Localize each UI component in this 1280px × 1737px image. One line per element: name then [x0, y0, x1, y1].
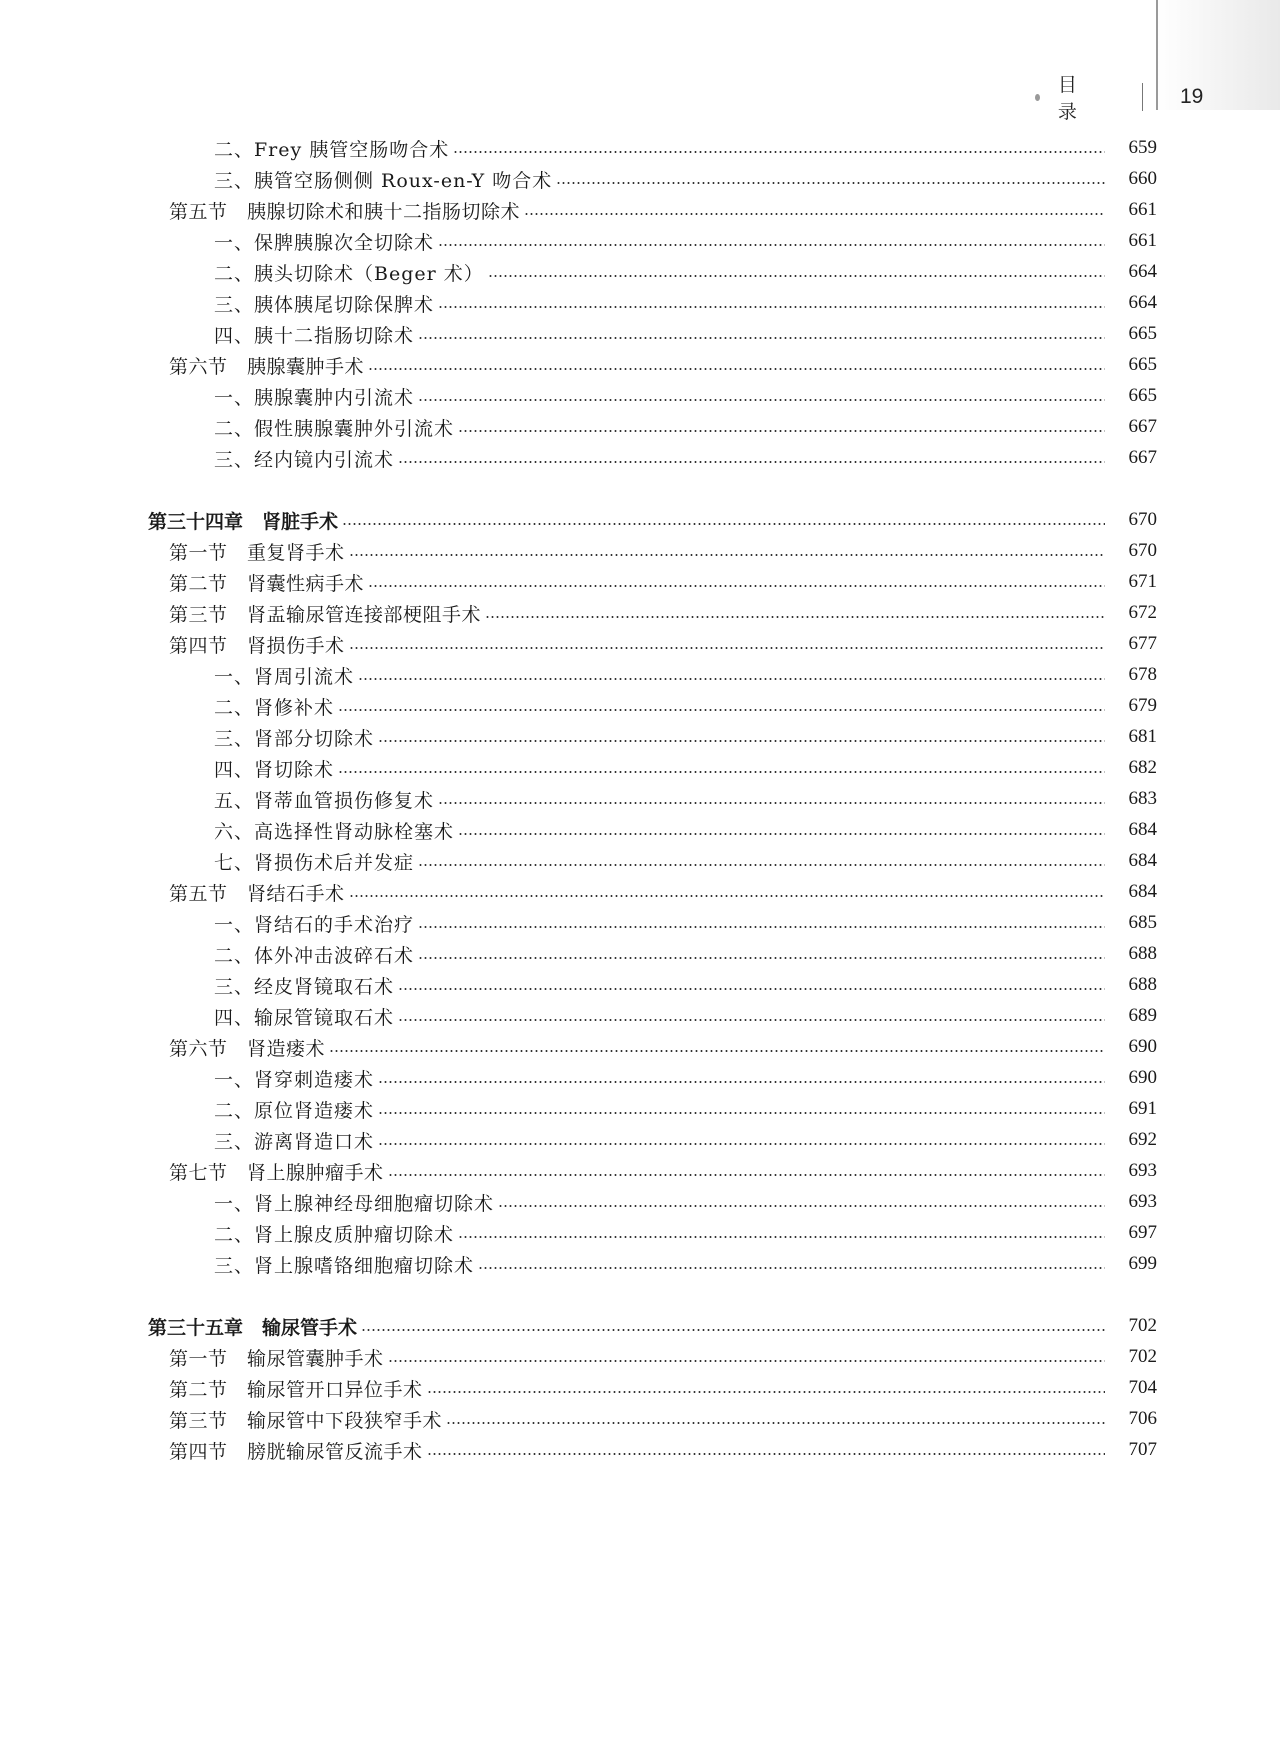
- toc-section-row[interactable]: [0, 1030, 1280, 1064]
- toc-item-row[interactable]: [0, 286, 1280, 320]
- dot-leader: [458, 833, 1105, 835]
- dot-leader: [329, 1050, 1105, 1052]
- toc-entry-label: 三、胰管空肠侧侧 Roux-en-Y 吻合术: [214, 169, 553, 192]
- toc-entry-page: 706: [1128, 1408, 1157, 1429]
- toc-entry-label: 一、肾穿刺造瘘术: [214, 1068, 375, 1091]
- toc-entry-page: 690: [1128, 1067, 1157, 1088]
- toc-entry-page: 661: [1128, 199, 1157, 220]
- toc-entry-page: 665: [1128, 323, 1157, 344]
- toc-entry-label: 七、肾损伤术后并发症: [214, 851, 415, 874]
- toc-entry-page: 660: [1128, 168, 1157, 189]
- toc-section-row[interactable]: [0, 1402, 1280, 1436]
- dot-leader: [488, 275, 1105, 277]
- toc-entry-page: 693: [1128, 1191, 1157, 1212]
- dot-leader: [398, 988, 1105, 990]
- toc-item-row[interactable]: [0, 999, 1280, 1033]
- toc-entry-label: 二、假性胰腺囊肿外引流术: [214, 417, 455, 440]
- toc-section-row[interactable]: [0, 534, 1280, 568]
- toc-item-row[interactable]: [0, 906, 1280, 940]
- bullet-dot-icon: [1035, 94, 1040, 101]
- dot-leader: [418, 926, 1105, 928]
- dot-leader: [378, 1112, 1105, 1114]
- toc-item-row[interactable]: [0, 131, 1280, 165]
- toc-entry-page: 679: [1128, 695, 1157, 716]
- toc-item-row[interactable]: [0, 968, 1280, 1002]
- toc-item-row[interactable]: [0, 317, 1280, 351]
- toc-entry-page: 678: [1128, 664, 1157, 685]
- toc-item-row[interactable]: [0, 162, 1280, 196]
- toc-entry-page: 697: [1128, 1222, 1157, 1243]
- toc-entry-label: 第二节 肾囊性病手术: [169, 572, 365, 595]
- dot-leader: [438, 244, 1105, 246]
- page-number: 19: [1180, 85, 1204, 108]
- toc-entry-page: 664: [1128, 261, 1157, 282]
- running-header: [1035, 74, 1155, 123]
- dot-leader: [378, 1143, 1105, 1145]
- toc-entry-label: 第三节 输尿管中下段狭窄手术: [169, 1409, 443, 1432]
- toc-section-row[interactable]: [0, 1371, 1280, 1405]
- toc-entry-page: 702: [1128, 1346, 1157, 1367]
- toc-entry-label: 二、肾上腺皮质肿瘤切除术: [214, 1223, 455, 1246]
- toc-entry-label: 二、原位肾造瘘术: [214, 1099, 375, 1122]
- toc-entry-label: 一、保脾胰腺次全切除术: [214, 231, 435, 254]
- toc-entry-label: 第三十五章 输尿管手术: [148, 1316, 358, 1339]
- dot-leader: [338, 771, 1105, 773]
- toc-item-row[interactable]: [0, 1247, 1280, 1281]
- toc-entry-page: 677: [1128, 633, 1157, 654]
- dot-leader: [418, 337, 1105, 339]
- toc-entry-page: 685: [1128, 912, 1157, 933]
- toc-item-row[interactable]: [0, 782, 1280, 816]
- toc-entry-page: 664: [1128, 292, 1157, 313]
- toc-entry-page: 671: [1128, 571, 1157, 592]
- header-divider: [1142, 83, 1143, 111]
- toc-entry-page: 659: [1128, 137, 1157, 158]
- toc-item-row[interactable]: [0, 1061, 1280, 1095]
- toc-entry-page: 670: [1128, 509, 1157, 530]
- dot-leader: [458, 1236, 1105, 1238]
- toc-chapter-row[interactable]: [0, 503, 1280, 537]
- dot-leader: [446, 1422, 1105, 1424]
- toc-entry-label: 第二节 输尿管开口异位手术: [169, 1378, 423, 1401]
- toc-entry-label: 第五节 肾结石手术: [169, 882, 345, 905]
- toc-entry-label: 第七节 肾上腺肿瘤手术: [169, 1161, 384, 1184]
- toc-entry-page: 681: [1128, 726, 1157, 747]
- toc-entry-page: 690: [1128, 1036, 1157, 1057]
- dot-leader: [349, 647, 1105, 649]
- toc-section-row[interactable]: [0, 565, 1280, 599]
- dot-leader: [438, 306, 1105, 308]
- toc-entry-page: 691: [1128, 1098, 1157, 1119]
- dot-leader: [427, 1391, 1105, 1393]
- toc-entry-label: 五、肾蒂血管损伤修复术: [214, 789, 435, 812]
- toc-entry-label: 第六节 肾造瘘术: [169, 1037, 326, 1060]
- toc-item-row[interactable]: [0, 720, 1280, 754]
- toc-entry-page: 692: [1128, 1129, 1157, 1150]
- toc-entry-label: 六、高选择性肾动脉栓塞术: [214, 820, 455, 843]
- dot-leader: [349, 895, 1105, 897]
- dot-leader: [498, 1205, 1105, 1207]
- toc-section-row[interactable]: [0, 348, 1280, 382]
- toc-item-row[interactable]: [0, 689, 1280, 723]
- toc-item-row[interactable]: [0, 937, 1280, 971]
- toc-entry-page: 684: [1128, 850, 1157, 871]
- dot-leader: [556, 182, 1105, 184]
- toc-entry-label: 第三十四章 肾脏手术: [148, 510, 339, 533]
- toc-entry-label: 三、肾上腺嗜铬细胞瘤切除术: [214, 1254, 475, 1277]
- toc-entry-page: 704: [1128, 1377, 1157, 1398]
- toc-entry-page: 688: [1128, 974, 1157, 995]
- header-title: 目 录: [1057, 74, 1103, 123]
- toc-entry-label: 二、体外冲击波碎石术: [214, 944, 415, 967]
- toc-entry-label: 四、肾切除术: [214, 758, 335, 781]
- toc-item-row[interactable]: [0, 1092, 1280, 1126]
- dot-leader: [378, 740, 1105, 742]
- toc-entry-page: 670: [1128, 540, 1157, 561]
- dot-leader: [485, 616, 1105, 618]
- toc-entry-label: 第四节 膀胱输尿管反流手术: [169, 1440, 423, 1463]
- toc-item-row[interactable]: [0, 224, 1280, 258]
- dot-leader: [338, 709, 1105, 711]
- toc-entry-label: 二、Frey 胰管空肠吻合术: [214, 138, 450, 161]
- dot-leader: [358, 678, 1105, 680]
- toc-entry-label: 第五节 胰腺切除术和胰十二指肠切除术: [169, 200, 521, 223]
- dot-leader: [398, 461, 1105, 463]
- dot-leader: [368, 368, 1105, 370]
- toc-entry-label: 三、经内镜内引流术: [214, 448, 395, 471]
- toc-section-row[interactable]: [0, 627, 1280, 661]
- toc-entry-label: 三、游离肾造口术: [214, 1130, 375, 1153]
- page-edge-line: [1156, 0, 1158, 110]
- toc-item-row[interactable]: [0, 1185, 1280, 1219]
- toc-entry-page: 693: [1128, 1160, 1157, 1181]
- toc-item-row[interactable]: [0, 844, 1280, 878]
- toc-item-row[interactable]: [0, 410, 1280, 444]
- toc-entry-page: 684: [1128, 881, 1157, 902]
- toc-item-row[interactable]: [0, 1216, 1280, 1250]
- dot-leader: [418, 399, 1105, 401]
- toc-entry-label: 四、胰十二指肠切除术: [214, 324, 415, 347]
- toc-item-row[interactable]: [0, 255, 1280, 289]
- dot-leader: [398, 1019, 1105, 1021]
- toc-entry-page: 667: [1128, 447, 1157, 468]
- toc-section-row[interactable]: [0, 875, 1280, 909]
- toc-entry-page: 689: [1128, 1005, 1157, 1026]
- toc-section-row[interactable]: [0, 1154, 1280, 1188]
- toc-entry-page: 667: [1128, 416, 1157, 437]
- toc-entry-label: 二、胰头切除术（Beger 术）: [214, 262, 484, 285]
- toc-entry-label: 第六节 胰腺囊肿手术: [169, 355, 365, 378]
- toc-entry-label: 三、肾部分切除术: [214, 727, 375, 750]
- toc-entry-label: 三、胰体胰尾切除保脾术: [214, 293, 435, 316]
- dot-leader: [458, 430, 1105, 432]
- toc-entry-page: 665: [1128, 354, 1157, 375]
- toc-entry-page: 683: [1128, 788, 1157, 809]
- toc-item-row[interactable]: [0, 1123, 1280, 1157]
- toc-entry-label: 第一节 重复肾手术: [169, 541, 345, 564]
- toc-section-row[interactable]: [0, 193, 1280, 227]
- toc-section-row[interactable]: [0, 1340, 1280, 1374]
- dot-leader: [418, 864, 1105, 866]
- toc-item-row[interactable]: [0, 658, 1280, 692]
- toc-entry-label: 一、肾周引流术: [214, 665, 355, 688]
- toc-entry-label: 第四节 肾损伤手术: [169, 634, 345, 657]
- dot-leader: [453, 151, 1105, 153]
- toc-entry-label: 第一节 输尿管囊肿手术: [169, 1347, 384, 1370]
- toc-entry-page: 661: [1128, 230, 1157, 251]
- dot-leader: [342, 523, 1105, 525]
- toc-entry-label: 一、胰腺囊肿内引流术: [214, 386, 415, 409]
- dot-leader: [361, 1329, 1105, 1331]
- toc-entry-page: 682: [1128, 757, 1157, 778]
- toc-entry-label: 四、输尿管镜取石术: [214, 1006, 395, 1029]
- dot-leader: [418, 957, 1105, 959]
- toc-entry-page: 702: [1128, 1315, 1157, 1336]
- dot-leader: [438, 802, 1105, 804]
- toc-entry-page: 688: [1128, 943, 1157, 964]
- toc-item-row[interactable]: [0, 379, 1280, 413]
- dot-leader: [524, 213, 1105, 215]
- toc-item-row[interactable]: [0, 813, 1280, 847]
- toc-entry-label: 二、肾修补术: [214, 696, 335, 719]
- toc-entry-page: 665: [1128, 385, 1157, 406]
- page-edge-shade: [1156, 0, 1280, 110]
- dot-leader: [427, 1453, 1105, 1455]
- toc-entry-page: 707: [1128, 1439, 1157, 1460]
- dot-leader: [378, 1081, 1105, 1083]
- dot-leader: [388, 1360, 1105, 1362]
- toc-entry-label: 三、经皮肾镜取石术: [214, 975, 395, 998]
- dot-leader: [478, 1267, 1105, 1269]
- toc-entry-label: 一、肾上腺神经母细胞瘤切除术: [214, 1192, 495, 1215]
- dot-leader: [349, 554, 1105, 556]
- toc-section-row[interactable]: [0, 596, 1280, 630]
- toc-entry-page: 699: [1128, 1253, 1157, 1274]
- toc-entry-page: 672: [1128, 602, 1157, 623]
- toc-entry-label: 一、肾结石的手术治疗: [214, 913, 415, 936]
- toc-item-row[interactable]: [0, 751, 1280, 785]
- dot-leader: [368, 585, 1105, 587]
- toc-chapter-row[interactable]: [0, 1309, 1280, 1343]
- toc-item-row[interactable]: [0, 441, 1280, 475]
- toc-entry-page: 684: [1128, 819, 1157, 840]
- dot-leader: [388, 1174, 1105, 1176]
- toc-section-row[interactable]: [0, 1433, 1280, 1467]
- toc-entry-label: 第三节 肾盂输尿管连接部梗阻手术: [169, 603, 482, 626]
